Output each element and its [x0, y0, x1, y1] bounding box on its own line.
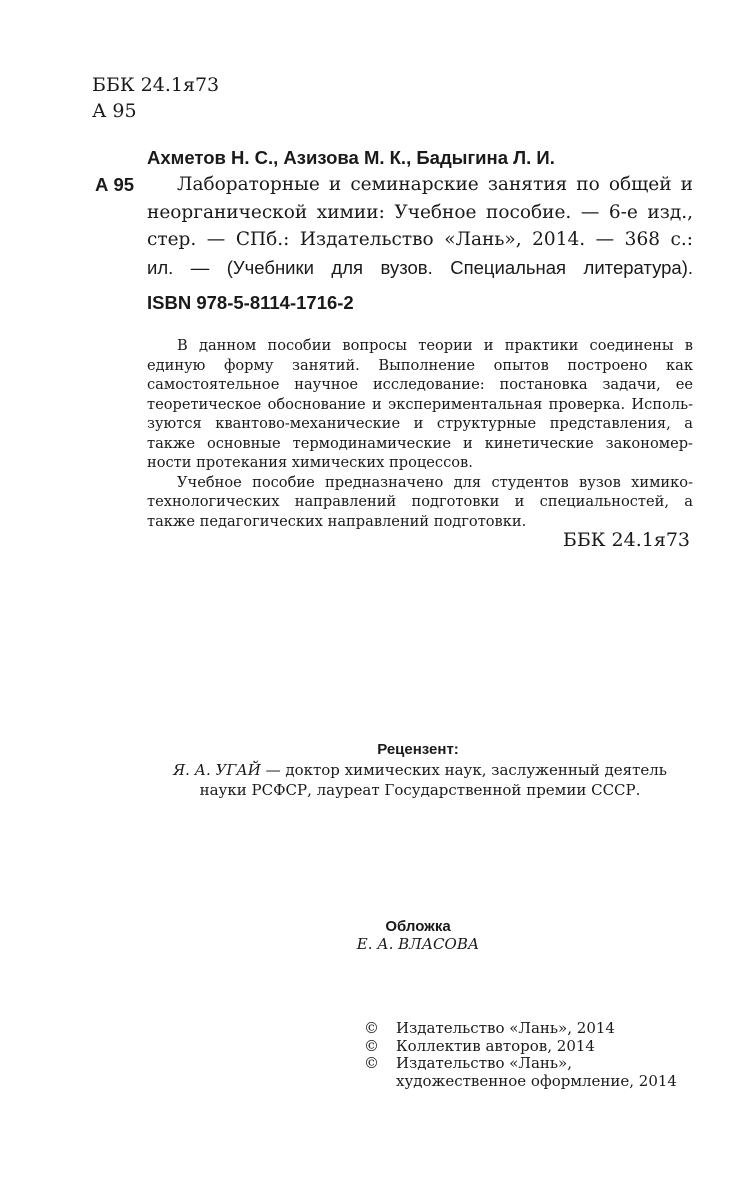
- reviewer-name: Я. А. УГАЙ: [173, 761, 261, 779]
- author-code-mark: А 95: [95, 174, 135, 195]
- abstract-line: В данном пособии вопросы теории и практики соединены в: [177, 337, 693, 354]
- copyright-item: [364, 1038, 677, 1056]
- bbk-code-top: ББК 24.1я73: [92, 74, 220, 96]
- copyright-line: художественное оформление, 2014: [396, 1071, 677, 1090]
- copyright-line: Коллектив авторов, 2014: [396, 1036, 595, 1055]
- copyright-block: [364, 1020, 677, 1090]
- description-line: стер. — СПб.: Издательство «Лань», 2014. — 368 с.:: [147, 229, 693, 250]
- description-rest: [147, 199, 693, 282]
- copyright-item: [364, 1055, 677, 1090]
- abstract-paragraph: [147, 336, 693, 473]
- reviewer-line: [147, 760, 693, 780]
- cover-heading: Обложка: [385, 918, 451, 935]
- description-line: Лабораторные и семинарские занятия по общей и: [177, 174, 693, 195]
- abstract-paragraph: [147, 473, 693, 532]
- reviewer-line: науки РСФСР, лауреат Государственной премии СССР.: [199, 781, 641, 799]
- bibliographic-description: [147, 171, 693, 281]
- description-line: ил. — (Учебники для вузов. Специальная литература).: [147, 256, 693, 278]
- cover-designer: Е. А. ВЛАСОВА: [356, 935, 480, 953]
- copyright-line: Издательство «Лань», 2014: [396, 1019, 615, 1037]
- abstract-line: теоретическое обоснование и экспериментальная проверка. Исполь-: [147, 395, 693, 413]
- reviewer-text: [147, 760, 693, 800]
- abstract-line: ности протекания химических процессов.: [147, 454, 473, 471]
- copyright-line: Издательство «Лань»,: [396, 1054, 573, 1072]
- abstract: [147, 336, 693, 531]
- abstract-line: также основные термодинамические и кинетические закономер-: [147, 434, 693, 452]
- copyright-icon: ©: [364, 1054, 379, 1072]
- reviewer-heading: Рецензент:: [377, 741, 459, 758]
- abstract-line: самостоятельное научное исследование: постановка задачи, ее: [147, 376, 693, 393]
- isbn: ISBN 978-5-8114-1716-2: [147, 292, 354, 313]
- abstract-line: также педагогических направлений подготовки.: [147, 512, 527, 530]
- copyright-icon: ©: [364, 1019, 379, 1037]
- copyright-icon: ©: [364, 1036, 379, 1055]
- authors: Ахметов Н. С., Азизова М. К., Бадыгина Л. И.: [147, 147, 555, 168]
- reviewer-title: — доктор химических наук, заслуженный деятель: [260, 761, 667, 779]
- abstract-line: технологических направлений подготовки и специальностей, а: [147, 493, 693, 510]
- description-line: неорганической химии: Учебное пособие. — 6-е изд.,: [147, 201, 693, 223]
- bbk-code-bottom: ББК 24.1я73: [562, 529, 690, 551]
- author-code-top: А 95: [92, 100, 137, 122]
- abstract-line: Учебное пособие предназначено для студентов вузов химико-: [177, 473, 693, 491]
- abstract-line: единую форму занятий. Выполнение опытов построено как: [147, 356, 693, 374]
- copyright-item: [364, 1020, 677, 1038]
- abstract-line: зуются квантово-механические и структурные представления, а: [147, 415, 693, 432]
